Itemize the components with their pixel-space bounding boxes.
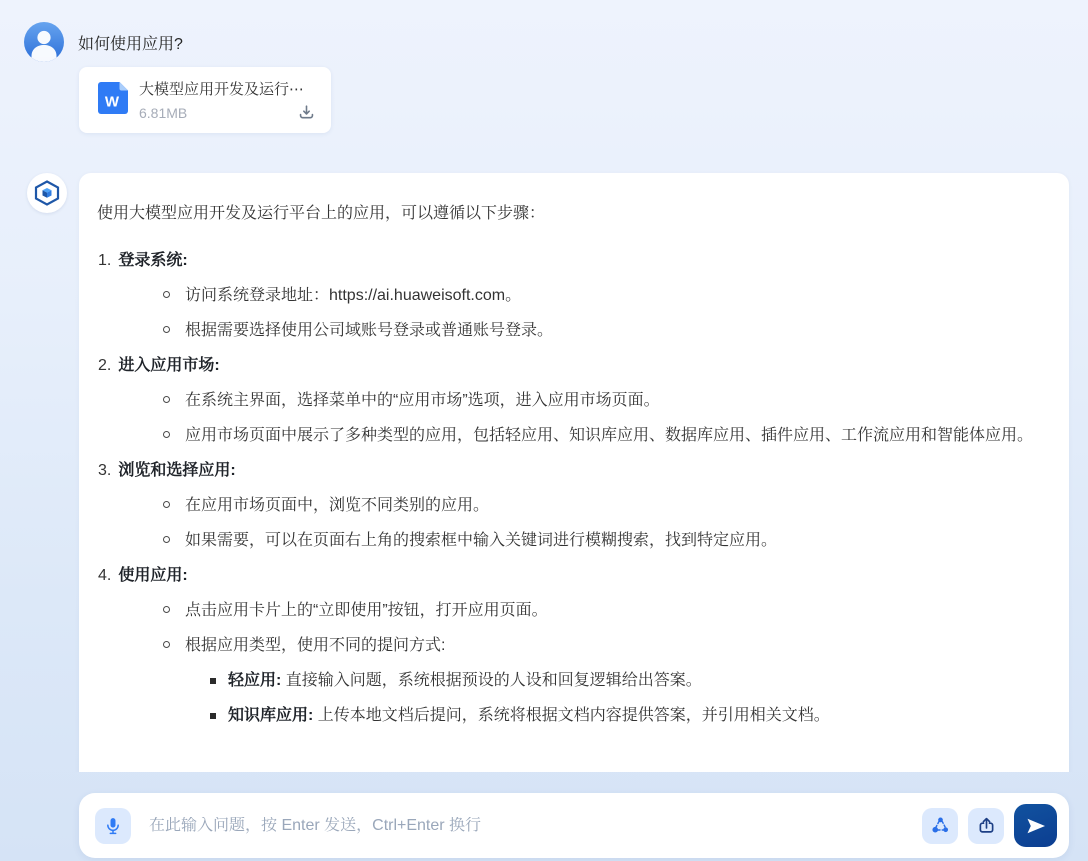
list-item (97, 243, 1045, 348)
circle-bullet-marker (163, 326, 170, 333)
attachment-card[interactable] (79, 67, 331, 133)
bullet-item: 在系统主界面，选择菜单中的“应用市场”选项，进入应用市场页面。 (163, 383, 1045, 418)
circle-bullet-marker (163, 641, 170, 648)
circle-bullet-marker (163, 606, 170, 613)
file-type-letter: W (104, 93, 120, 110)
sub-bullet-item: 轻应用: 直接输入问题，系统根据预设的人设和回复逻辑给出答案。 (210, 663, 1045, 698)
sub-bullet-item: 知识库应用: 上传本地文档后提问，系统将根据文档内容提供答案，并引用相关文档。 (210, 698, 1045, 733)
paper-plane-icon (1024, 814, 1048, 838)
user-avatar (24, 22, 64, 62)
file-meta (139, 78, 316, 122)
upload-icon (976, 815, 997, 836)
file-name: 大模型应用开发及运行⋯ (139, 81, 305, 98)
agents-button[interactable] (922, 808, 958, 844)
step-title: 3. 浏览和选择应用: (98, 462, 236, 479)
circle-bullet-marker (163, 431, 170, 438)
file-size: 6.81MB (139, 104, 188, 121)
download-icon[interactable] (297, 103, 316, 122)
circle-bullet-marker (163, 396, 170, 403)
send-button[interactable] (1014, 804, 1057, 847)
square-bullet-marker (210, 713, 216, 719)
list-item (97, 558, 1045, 733)
bullet-item: 在应用市场页面中，浏览不同类别的应用。 (163, 488, 1045, 523)
assistant-message-row (0, 173, 1088, 772)
bullet-item: 根据需要选择使用公司域账号登录或普通账号登录。 (163, 313, 1045, 348)
step-title: 4. 使用应用: (98, 567, 188, 584)
bullet-item: 根据应用类型，使用不同的提问方式: (163, 628, 1045, 663)
step-title: 2. 进入应用市场: (98, 357, 220, 374)
assistant-bubble (79, 173, 1069, 772)
upload-button[interactable] (968, 808, 1004, 844)
network-nodes-icon (930, 815, 951, 836)
microphone-icon (103, 816, 123, 836)
step-title: 1. 登录系统: (98, 252, 188, 269)
mic-button[interactable] (95, 808, 131, 844)
assistant-avatar (27, 173, 67, 213)
circle-bullet-marker (163, 501, 170, 508)
message-input-bar (79, 793, 1069, 858)
circle-bullet-marker (163, 291, 170, 298)
bullet-item: 点击应用卡片上的“立即使用”按钮，打开应用页面。 (163, 593, 1045, 628)
user-message-row (0, 0, 1088, 62)
list-item (97, 348, 1045, 453)
square-bullet-marker (210, 678, 216, 684)
list-item (97, 453, 1045, 558)
word-file-icon (98, 82, 128, 119)
circle-bullet-marker (163, 536, 170, 543)
user-message-text: 如何使用应用? (78, 35, 183, 53)
steps-list (97, 243, 1045, 733)
assistant-intro: 使用大模型应用开发及运行平台上的应用，可以遵循以下步骤： (97, 205, 546, 222)
bullet-item: 如果需要，可以在页面右上角的搜索框中输入关键词进行模糊搜索，找到特定应用。 (163, 523, 1045, 558)
message-input[interactable] (149, 817, 908, 835)
bullet-item: 访问系统登录地址：https://ai.huaweisoft.com。 (163, 278, 1045, 313)
bullet-item: 应用市场页面中展示了多种类型的应用，包括轻应用、知识库应用、数据库应用、插件应用、工作流应用和智能体应用。 (163, 418, 1045, 453)
input-actions (922, 804, 1057, 847)
